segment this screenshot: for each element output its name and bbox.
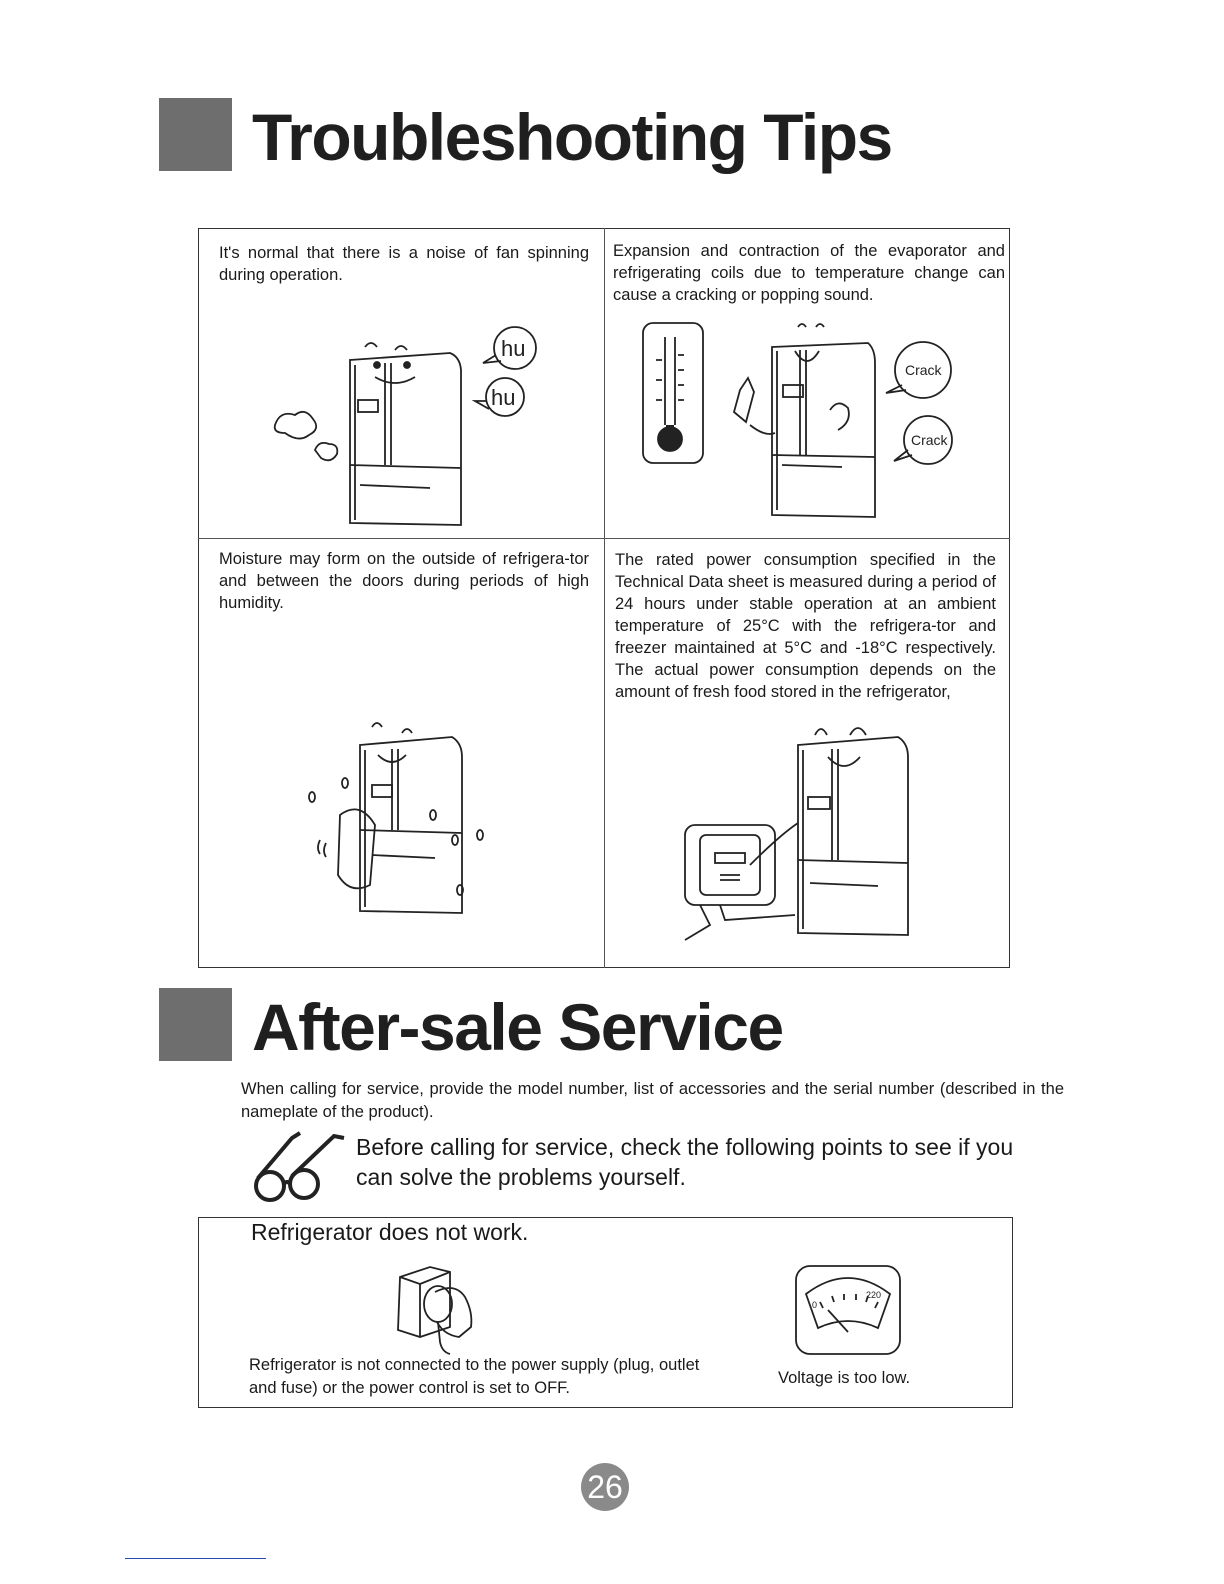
tip-fan-noise-text: It's normal that there is a noise of fan spinning during operation. <box>219 244 589 284</box>
bubble-hu-2: hu <box>491 385 516 410</box>
fridge-fan-noise-illustration <box>265 325 555 535</box>
footer-line <box>125 1558 266 1559</box>
troubleshooting-title: Troubleshooting Tips <box>252 100 892 174</box>
check-points-tip: Before calling for service, check the following points to see if you can solve the problems yourself. <box>356 1134 1014 1190</box>
power-plug-illustration <box>390 1262 480 1357</box>
glasses-icon <box>252 1128 348 1204</box>
tip-moisture-text: Moisture may form on the outside of refrigera-tor and between the doors during periods of high humidity. <box>219 550 589 612</box>
tip-cracking-text: Expansion and contraction of the evaporator and refrigerating coils due to temperature change can cause a cracking or popping sound. <box>613 242 1005 304</box>
bubble-crack-1: Crack <box>905 362 942 378</box>
fridge-moisture-illustration <box>300 715 500 920</box>
page-number: 26 <box>581 1463 629 1511</box>
cause-low-voltage: Voltage is too low. <box>778 1369 911 1387</box>
gauge-max-label: 220 <box>866 1290 882 1300</box>
grid-vertical-divider <box>604 228 605 968</box>
after-sale-intro: When calling for service, provide the model number, list of accessories and the serial number (described in the nameplate of the product). <box>241 1080 1064 1121</box>
grid-horizontal-divider <box>198 538 1010 539</box>
cause-not-connected: Refrigerator is not connected to the power supply (plug, outlet and fuse) or the power control is set to OFF. <box>249 1356 700 1397</box>
voltage-gauge-icon <box>794 1264 902 1356</box>
section-marker-troubleshooting <box>159 98 232 171</box>
fridge-cracking-illustration <box>640 315 960 525</box>
fridge-power-meter-illustration <box>680 715 920 945</box>
after-sale-title: After-sale Service <box>252 990 783 1064</box>
section-marker-after-sale <box>159 988 232 1061</box>
problem-title: Refrigerator does not work. <box>251 1219 529 1245</box>
tip-power-text: The rated power consumption specified in the Technical Data sheet is measured during a period of 24 hours under stable operation at an ambient temperature of 25°C with the refrigera-tor and freezer maintained at 5°C and -18°C respectively. The actual power consumption depends on the amount of fresh food stored in the refrigerator, <box>615 551 996 701</box>
bubble-crack-2: Crack <box>911 432 948 448</box>
bubble-hu-1: hu <box>501 336 526 361</box>
gauge-min-label: 0 <box>812 1300 818 1310</box>
